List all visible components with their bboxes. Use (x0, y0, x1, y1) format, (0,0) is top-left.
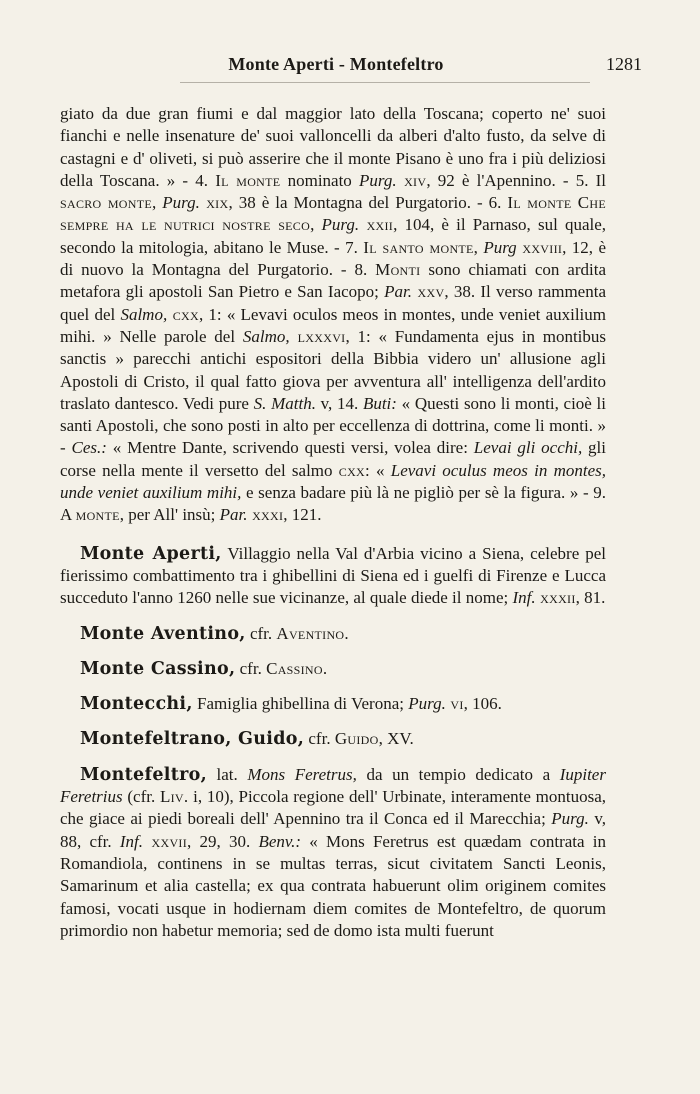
continued-entry-monte (60, 103, 606, 527)
small-caps-text: Il santo monte (363, 237, 474, 257)
text-run: v, 14. (315, 393, 363, 413)
text-run: , 81. (575, 588, 606, 608)
text-run: , (310, 215, 322, 235)
small-caps-text: Aventino (276, 623, 345, 643)
small-caps-text: xix (199, 193, 229, 213)
text-run: . (322, 658, 328, 678)
small-caps-text: Cassino (266, 658, 323, 678)
italic-text: Purg. (321, 215, 360, 235)
italic-text: Ces.: (71, 438, 107, 458)
text-run: gli corse nella mente il versetto del salmo (60, 438, 606, 480)
entry-montecchi (60, 693, 606, 715)
page-number: 1281 (606, 54, 642, 74)
small-caps-text: sacro monte (60, 193, 152, 213)
text-run: . (344, 623, 349, 643)
entry-headword: Montefeltrano, Guido, (80, 729, 305, 750)
small-caps-text: vi (445, 694, 464, 714)
text-run: , 12, è di nuovo la Montagna del Purgatorio. - 8. (60, 237, 606, 280)
entry-monte-aperti (60, 543, 606, 610)
italic-text: Purg (483, 237, 517, 257)
entry-montefeltrano-guido (60, 728, 606, 750)
small-caps-text: xxii (359, 215, 394, 235)
small-caps-text: Liv. (159, 787, 189, 807)
text-run: (cfr. (122, 787, 160, 807)
text-run: , 29, 30. (187, 831, 259, 851)
small-caps-text: Il monte (215, 170, 281, 190)
italic-text: Inf. (119, 831, 144, 851)
text-run: giato da due gran fiumi e dal maggior lato della Toscana; coperto ne' suoi fianchi e nelle insenature de' suoi valloncelli da alberi d'alto fusto, da selve di castagni e d' oliveti, si può asserire che il monte Pisano è uno fra i più deliziosi della Toscana. » - 4. (60, 104, 606, 190)
italic-text: Iupiter Feretrius (60, 764, 606, 807)
italic-text: Buti: (362, 393, 397, 413)
text-run: , 1: « Levavi oculos meos in montes, unde veniet auxilium mihi. » Nelle parole del (60, 304, 607, 346)
entry-headword: Monte Aventino, (80, 623, 246, 644)
italic-text: Salmo, (242, 326, 290, 346)
italic-text: S. Matth. (253, 393, 316, 413)
small-caps-text: xiv (396, 170, 427, 190)
small-caps-text: cxx (338, 460, 366, 480)
italic-text: Purg. (358, 170, 397, 190)
text-run: lat. (206, 764, 248, 784)
entry-headword: Monte Cassino, (80, 658, 236, 679)
text-run: cfr. (245, 623, 277, 643)
text-run: , 104, è il Parnaso, sul quale, secondo la mitologia, abitano le Muse. - 7. (60, 215, 607, 257)
text-run: cfr. (304, 729, 335, 749)
italic-text: Inf. (512, 588, 536, 608)
text-run: , 92 è l'Apennino. - 5. Il (426, 170, 606, 190)
text-run: , (473, 237, 484, 257)
running-title: Monte Aperti - Montefeltro (228, 54, 444, 74)
text-run: i, 10), Piccola regione dell' Urbinate, interamente montuosa, che giace ai piedi boreali dell' Apennino tra il Conca ed il Marecchia; (60, 787, 606, 829)
text-run: , XV. (378, 729, 414, 749)
text-run: v, 88, cfr. (60, 809, 606, 851)
text-run: « Questi sono li monti, cioè li santi Apostoli, che sono posti in alto per eccellenza di dottrina, come li monti. » - (60, 393, 606, 458)
text-run: « Mentre Dante, scrivendo questi versi, volea dire: (106, 438, 474, 458)
entry-monte-cassino (60, 658, 606, 680)
small-caps-text: lxxxvi (289, 326, 346, 346)
italic-text: Salmo, (120, 304, 168, 324)
small-caps-text: cxx (167, 304, 199, 324)
small-caps-text: Guido (334, 729, 379, 749)
text-run: , 1: « Fundamenta ejus in montibus sanctis » parecchi antichi espositori della Bibbia videro un' allusione agli Apostoli di Cristo, il qual fatto giova per avventura all' intelligenza dell'ardito traslato dantesco. Vedi pure (60, 326, 607, 413)
small-caps-text: Monti (375, 260, 421, 280)
text-run: : « (365, 460, 391, 480)
entry-headword: Montecchi, (80, 694, 193, 715)
italic-text: Purg. (408, 694, 446, 714)
entry-montefeltro (60, 764, 606, 942)
small-caps-text: xxvii (143, 831, 188, 851)
text-run: e senza badare più là ne pigliò per sè la figura. » - 9. A (60, 483, 606, 525)
entry-headword: Montefeltro, (80, 764, 207, 785)
italic-text: Benv.: (258, 831, 302, 851)
text-run: Villaggio nella Val d'Arbia vicino a Siena, celebre pel fierissimo combattimento tra i ghibellini di Siena ed i guelfi di Firenze e Lucca succeduto l'anno 1260 nelle sue vicinanze, al quale diede il nome; (60, 543, 606, 608)
text-run: « Mons Feretrus est quædam contrata in Romandiola, continens in se multas terras, sicut civitatem Sancti Leonis, Samarinum et alia castella; ex qua contrata habuerunt olim originem comites famosi, vocati usque in hodiernam diem comites de Montefeltro, de quorum primordio non habetur memoria; sed de domo ista multi fuerunt (60, 831, 606, 940)
text-run: , per All' insù; (119, 505, 220, 525)
italic-text: Par. (384, 282, 412, 302)
text-run: da un tempio dedicato a (356, 764, 560, 784)
text-run: , (152, 193, 163, 213)
text-run: nominato (280, 170, 359, 190)
italic-text: Purg. (162, 193, 200, 213)
small-caps-text: xxviii (516, 237, 563, 257)
text-run: , 121. (283, 505, 322, 525)
small-caps-text: xxxii (535, 588, 576, 608)
text-run: Famiglia ghibellina di Verona; (192, 694, 409, 714)
header-rule (180, 82, 590, 83)
entry-headword: Monte Aperti, (80, 543, 222, 564)
text-run: , 38. Il verso rammenta quel del (60, 282, 606, 324)
italic-text: Levai gli occhi, (473, 438, 583, 458)
small-caps-text: Il monte Che sempre ha le nutrici nostre seco (60, 193, 607, 235)
italic-text: Purg. (551, 809, 589, 829)
text-run: cfr. (235, 658, 267, 678)
text-run: , 38 è la Montagna del Purgatorio. - 6. (228, 193, 508, 213)
entry-monte-aventino (60, 623, 606, 645)
text-run: sono chiamati con ardita metafora gli apostoli San Pietro e San Iacopo; (60, 260, 606, 302)
small-caps-text: monte (75, 505, 120, 525)
small-caps-text: xxxi (247, 505, 284, 525)
text-run: , 106. (463, 694, 502, 714)
italic-text: Mons Feretrus, (247, 764, 357, 784)
italic-text: Par. (219, 505, 248, 525)
running-head (60, 54, 642, 80)
italic-text: Levavi oculus meos in montes, unde veniet auxilium mihi, (60, 460, 606, 503)
small-caps-text: xxv (411, 282, 445, 302)
dictionary-body (60, 103, 606, 942)
